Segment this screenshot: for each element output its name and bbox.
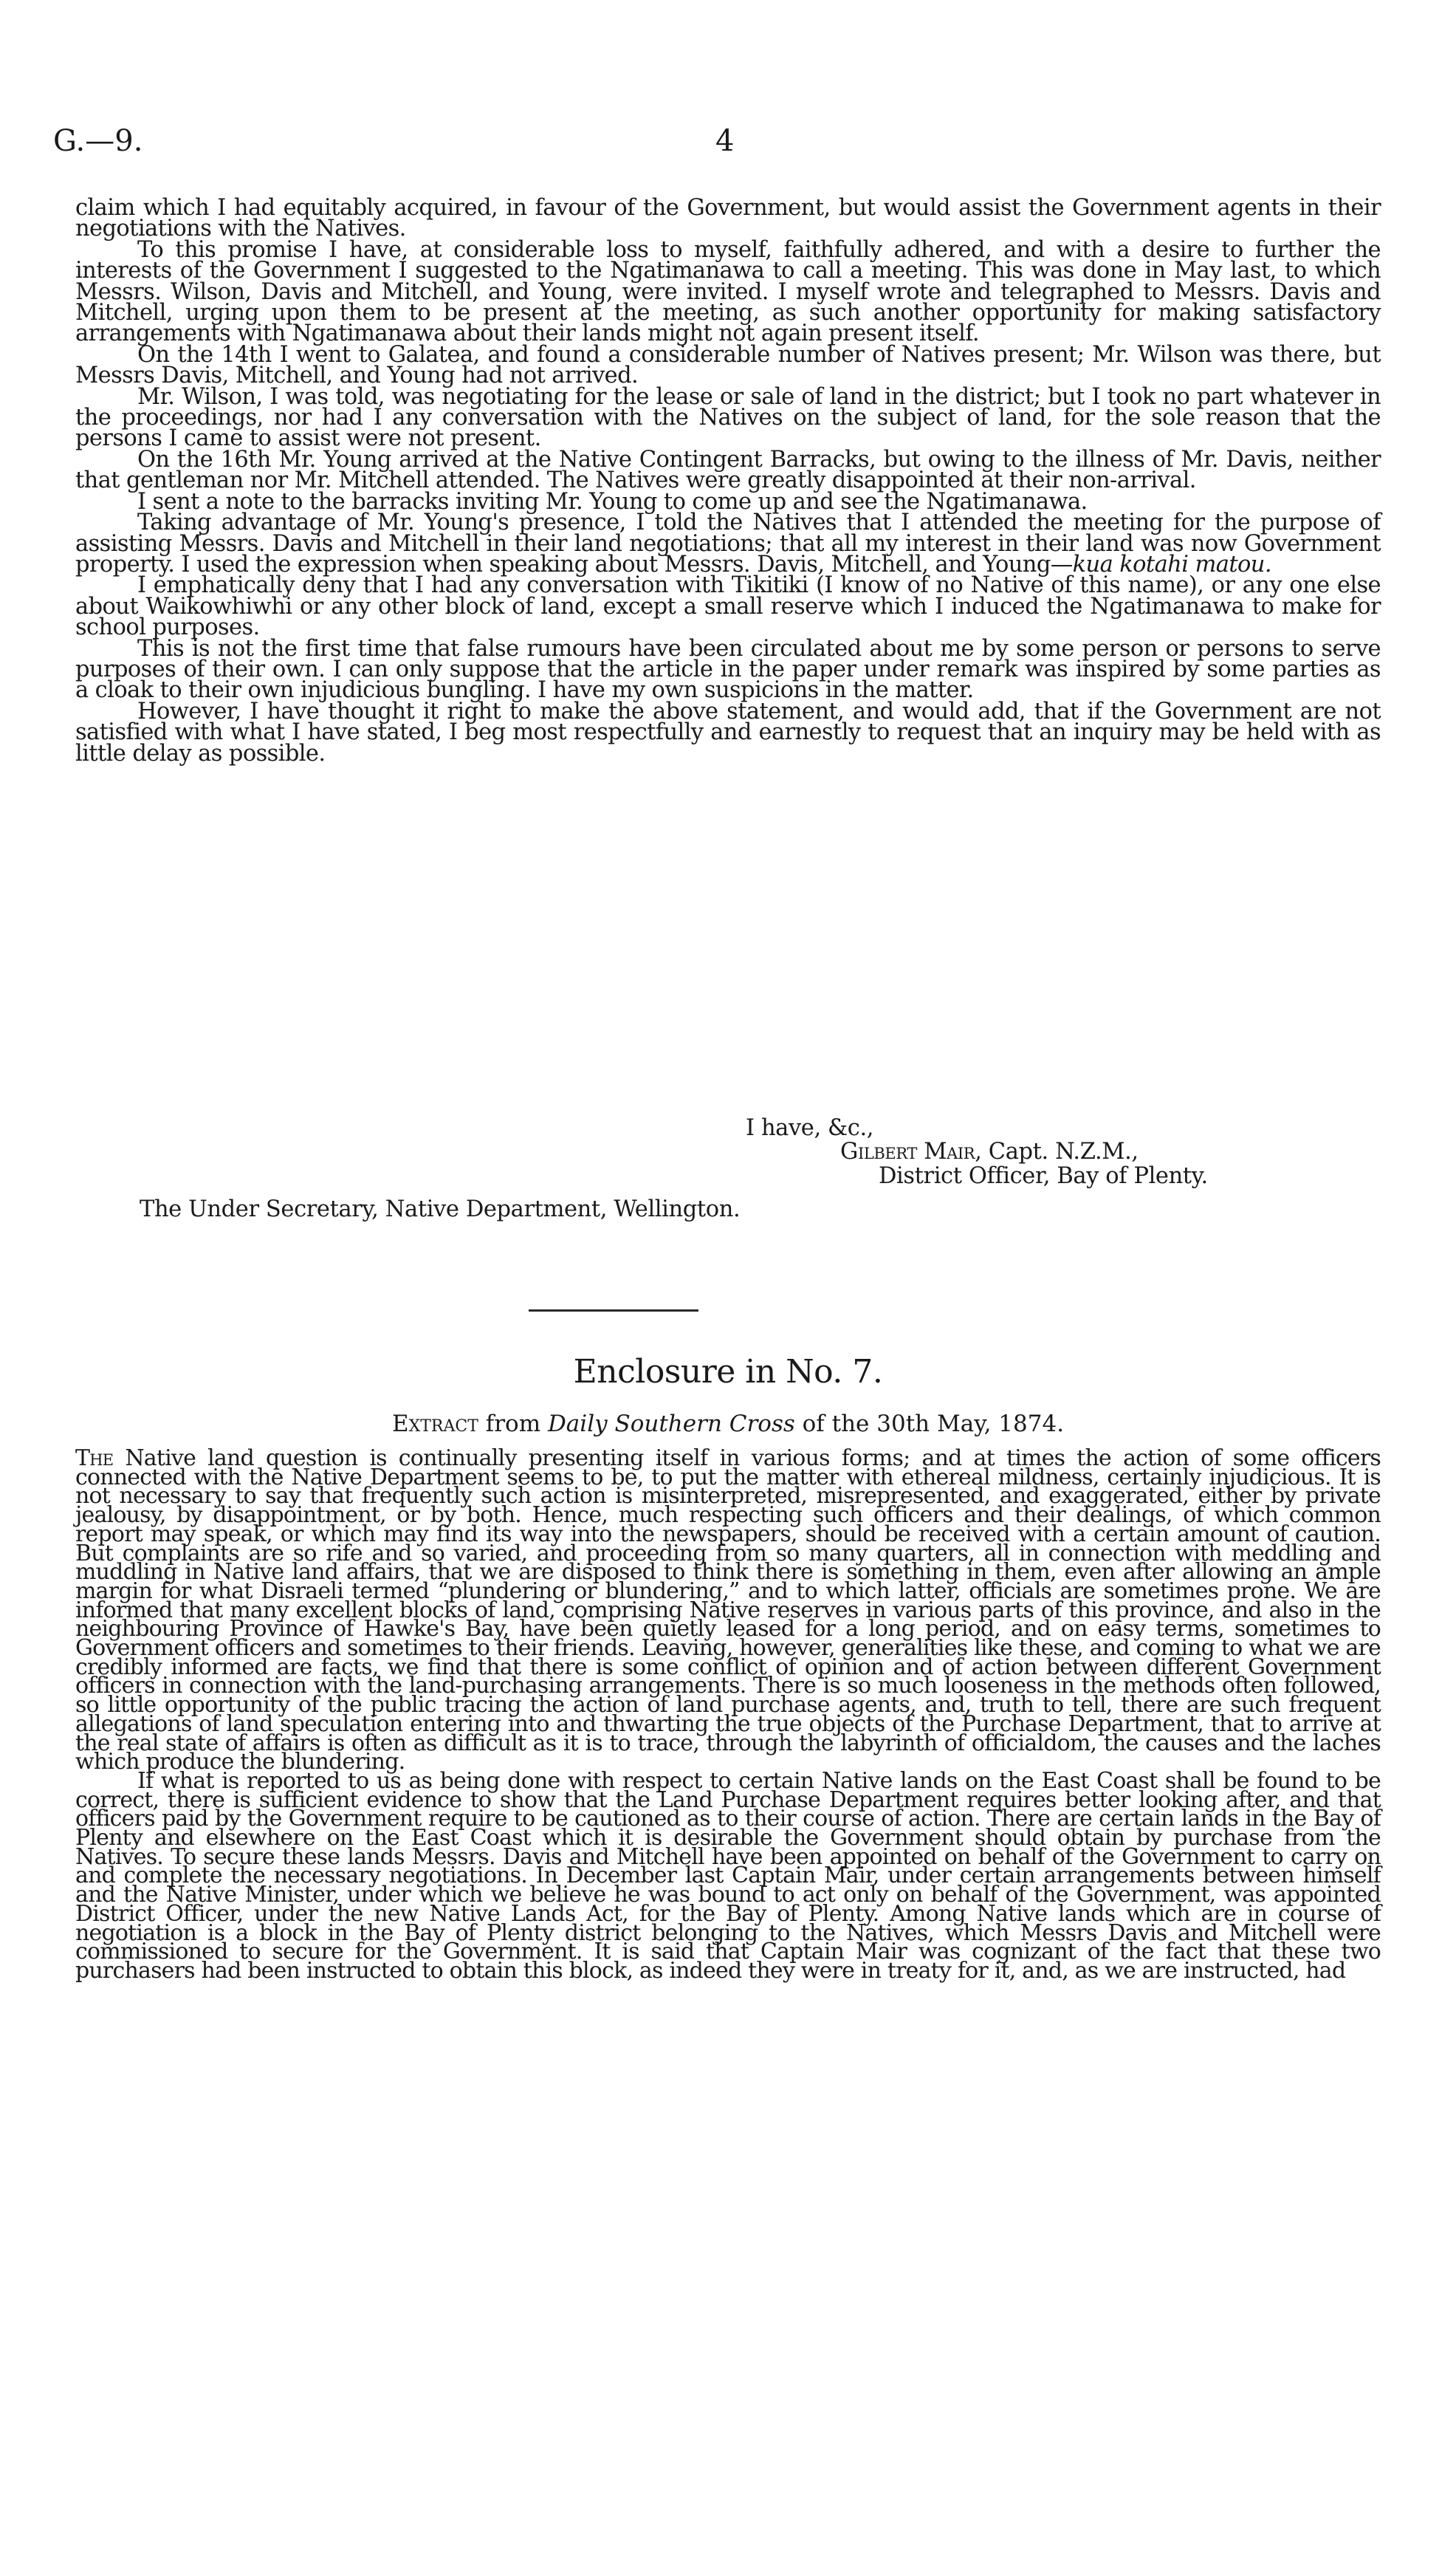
extract-heading xyxy=(0,1411,1456,1437)
section-divider xyxy=(529,1309,698,1312)
document-reference: G.—9. xyxy=(53,124,143,158)
signature-rank: , Capt. N.Z.M., xyxy=(975,1139,1139,1165)
enclosure-title: Enclosure in No. 7. xyxy=(573,1353,883,1391)
first-word: The xyxy=(75,1445,114,1471)
letter-paragraph: Mr. Wilson, I was told, was negotiating for the lease or sale of land in the district; but I took no part whatever in the proceedings, nor had I any conversation with the Natives on the subject of land, for the sole reason that the persons I came to assist were not present. xyxy=(75,383,1381,452)
newspaper-name: Daily Southern Cross xyxy=(547,1411,795,1437)
letter-body xyxy=(75,195,1381,767)
extract-body xyxy=(75,1445,1381,1984)
letter-paragraph: On the 14th I went to Galatea, and found a considerable number of Natives present; Mr. Wilson was there, but Messrs Davis, Mitchell, and Young had not arrived. xyxy=(75,341,1381,389)
signature xyxy=(840,1139,1139,1165)
maori-phrase: kua kotahi matou. xyxy=(1072,551,1271,578)
letter-paragraph: To this promise I have, at considerable loss to myself, faithfully adhered, and with a desire to further the interests of the Government I suggested to the Ngatimanawa to call a meeting. This was done in May last, to which Messrs. Wilson, Davis and Mitchell, and Young, were invited. I myself wrote and telegraphed to Messrs. Davis and Mitchell, urging upon them to be present at the meeting, as such another opportunity for making satisfactory arrangements with Ngatimanawa about their lands might not again present itself. xyxy=(75,236,1381,347)
paragraph-text: Native land question is continually presenting itself in various forms; and at times the action of some officers connected with the Native Department seems to be, to put the matter with ethereal mildness, certainly injudicious. It is not necessary to say that frequently such action is misinterpreted, misrepresented, and exaggerated, either by private jealousy, by disappointment, or by both. Hence, much respecting such officers and their dealings, of which common report may speak, or which may find its way into the newspapers, should be received with a certain amount of caution. But complaints are so rife and so varied, and proceeding from so many quarters, all in connection with meddling and muddling in Native land affairs, that we are disposed to think there is something in them, even after allowing an ample margin for what Disraeli termed “plundering or blundering,” and to which latter, officials are sometimes prone. We are informed that many excellent blocks of land, comprising Native reserves in various parts of this province, and also in the neighbouring Province of Hawke's Bay, have been quietly leased for a long period, and on easy terms, sometimes to Government officers and sometimes to their friends. Leaving, however, generalities like these, and coming to what we are credibly informed are facts, we find that there is some conflict of opinion and of action between different Government officers in connection with the land-purchasing arrangements. There is so much looseness in the methods often followed, so little opportunity of the public tracing the action of land purchase agents, and, truth to tell, there are such frequent allegations of land speculation entering into and thwarting the true objects of the Purchase Department, that to arrive at the real state of affairs is often as difficult as it is to trace, through the labyrinth of officialdom, the causes and the laches which produce the blundering. xyxy=(75,1445,1381,1775)
signature-title: District Officer, Bay of Plenty. xyxy=(879,1163,1208,1189)
paragraph-text: Taking advantage of Mr. Young's presence, I told the Natives that I attended the meeting for the purpose of assisting Messrs. Davis and Mitchell in their land negotiations; that all my interest in their land was now Government property. I used the expression when speaking about Messrs. Davis, Mitchell, and Young— xyxy=(75,510,1381,578)
letter-paragraph: This is not the first time that false rumours have been circulated about me by some person or persons to serve purposes of their own. I can only suppose that the article in the paper under remark was inspired by some parties as a cloak to their own injudicious bungling. I have my own suspicions in the matter. xyxy=(75,635,1381,704)
extract-label: Extract xyxy=(391,1411,478,1437)
page-number: 4 xyxy=(715,124,735,158)
extract-from: from xyxy=(478,1411,548,1437)
letter-closing: I have, &c., xyxy=(746,1115,874,1141)
letter-paragraph: On the 16th Mr. Young arrived at the Native Contingent Barracks, but owing to the illness of Mr. Davis, neither that gentleman nor Mr. Mitchell attended. The Natives were greatly disappointed at their non-arrival. xyxy=(75,446,1381,494)
extract-paragraph: If what is reported to us as being done with respect to certain Native lands on the East Coast shall be found to be correct, there is sufficient evidence to show that the Land Purchase Department requires better looking after, and that officers paid by the Government require to be cautioned as to their course of action. There are certain lands in the Bay of Plenty and elsewhere on the East Coast which it is desirable the Government should obtain by purchase from the Natives. To secure these lands Messrs. Davis and Mitchell have been appointed on behalf of the Government to carry on and complete the necessary negotiations. In December last Captain Mair, under certain arrangements between himself and the Native Minister, under which we believe he was bound to act only on behalf of the Government, was appointed District Officer, under the new Native Lands Act, for the Bay of Plenty. Among Native lands which are in course of negotiation is a block in the Bay of Plenty district belonging to the Natives, which Messrs Davis and Mitchell were commissioned to secure for the Government. It is said that Captain Mair was cognizant of the fact that these two purchasers had been instructed to obtain this block, as indeed they were in treaty for it, and, as we are instructed, had xyxy=(75,1767,1381,1984)
addressee: The Under Secretary, Native Department, Wellington. xyxy=(140,1196,741,1222)
letter-paragraph xyxy=(75,510,1381,578)
signature-name: Gilbert Mair xyxy=(840,1139,975,1165)
letter-paragraph: claim which I had equitably acquired, in favour of the Government, but would assist the Government agents in their negotiations with the Natives. xyxy=(75,195,1381,242)
letter-paragraph: I emphatically deny that I had any conversation with Tikitiki (I know of no Native of this name), or any one else about Waikowhiwhi or any other block of land, except a small reserve which I induced the Ngatimanawa to make for school purposes. xyxy=(75,572,1381,641)
extract-paragraph xyxy=(75,1445,1381,1775)
letter-paragraph: I sent a note to the barracks inviting Mr. Young to come up and see the Ngatimanawa. xyxy=(137,488,1088,515)
extract-date: of the 30th May, 1874. xyxy=(794,1411,1065,1437)
letter-paragraph: However, I have thought it right to make the above statement, and would add, that if the Government are not satisfied with what I have stated, I beg most respectfully and earnestly to request that an inquiry may be held with as little delay as possible. xyxy=(75,698,1381,767)
